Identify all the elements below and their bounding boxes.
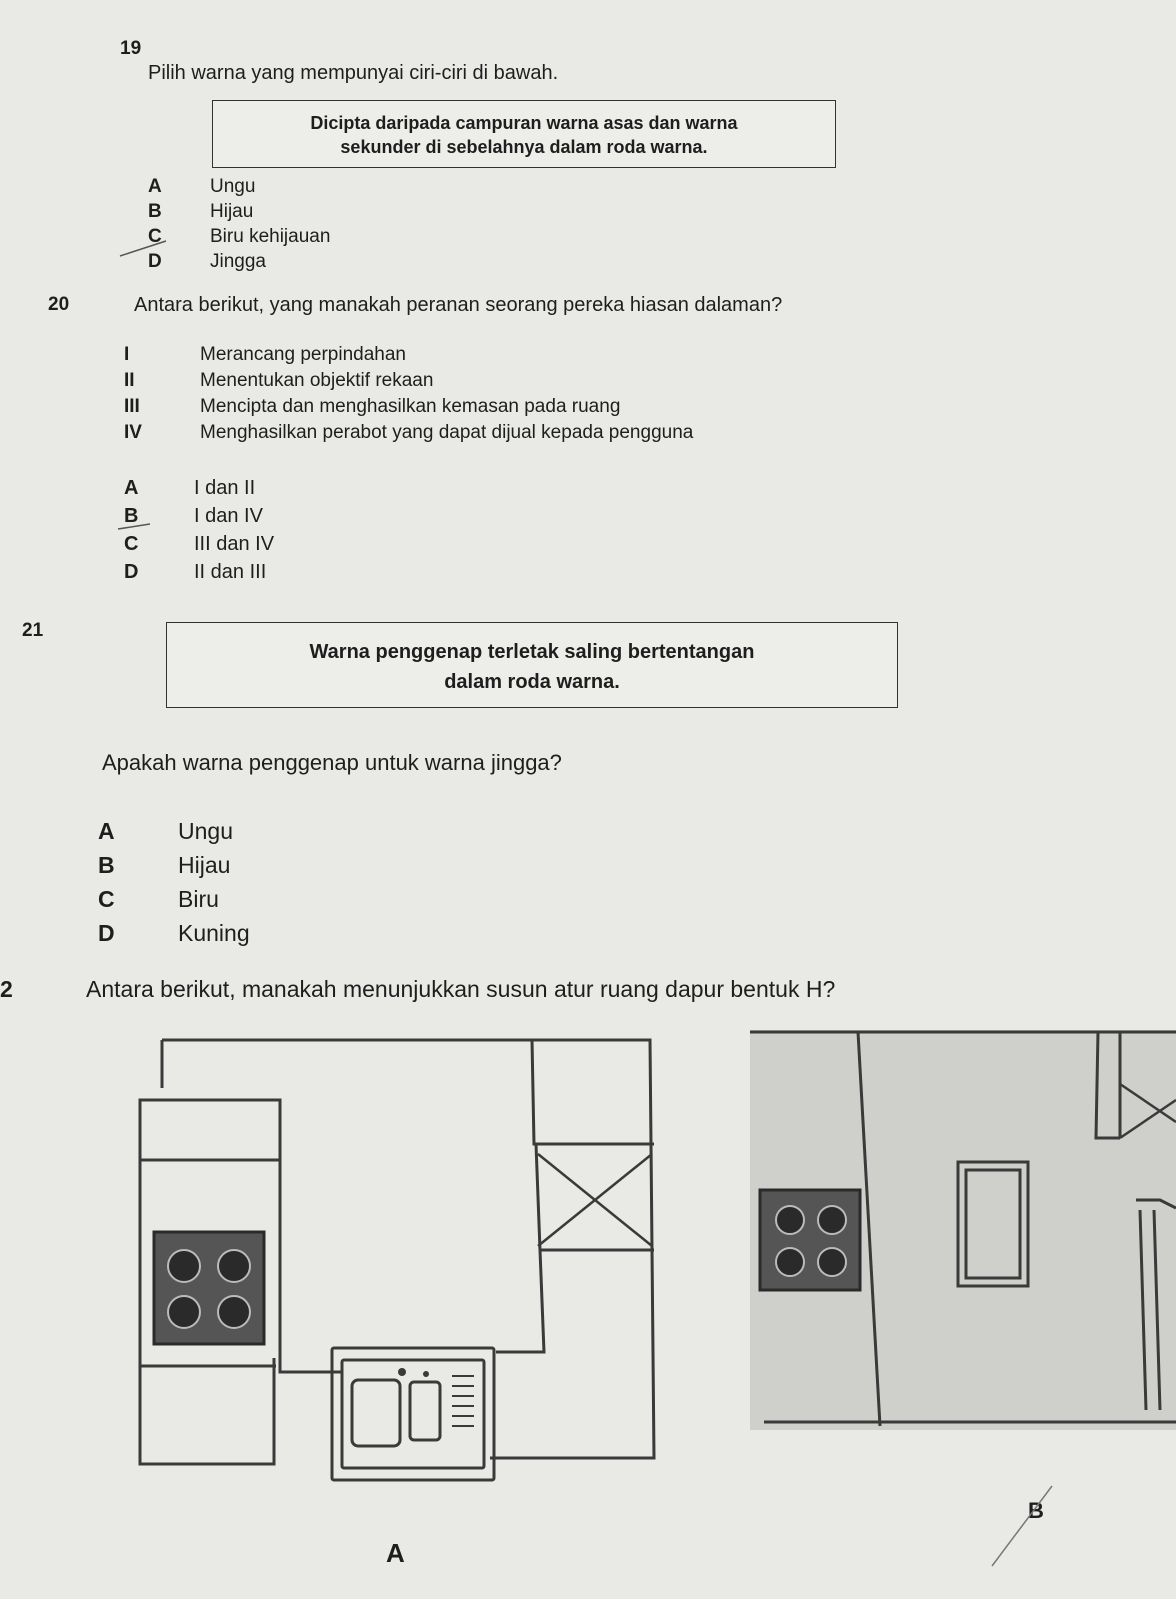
option-c[interactable]: C Biru kehijauan <box>148 226 331 247</box>
option-a[interactable]: A I dan II <box>124 477 256 499</box>
question-21-number: 21 <box>22 620 44 641</box>
option-c[interactable]: C III dan IV <box>124 533 275 555</box>
question-22-number: 2 <box>0 976 13 1002</box>
question-19-box-line2: sekunder di sebelahnya dalam roda warna. <box>340 137 708 157</box>
statement-ii: II Menentukan objektif rekaan <box>124 370 434 391</box>
question-19-info-box <box>212 100 836 168</box>
pencil-mark <box>116 520 156 532</box>
question-21-info-box <box>166 622 898 708</box>
option-b[interactable]: B Hijau <box>98 852 231 878</box>
kitchen-layout-b-diagram[interactable] <box>750 1030 1176 1450</box>
question-19-stem: Pilih warna yang mempunyai ciri-ciri di bawah. <box>148 62 559 84</box>
statement-i: I Merancang perpindahan <box>124 344 406 365</box>
figure-a-label: A <box>386 1538 405 1568</box>
option-d[interactable]: D Jingga <box>148 251 266 272</box>
option-b[interactable]: B Hijau <box>148 201 254 222</box>
question-21-stem: Apakah warna penggenap untuk warna jingga? <box>102 750 562 775</box>
question-21-box-line2: dalam roda warna. <box>444 671 620 693</box>
option-c[interactable]: C Biru <box>98 886 219 912</box>
kitchen-layout-a-diagram[interactable] <box>126 1032 686 1492</box>
question-21-box-line1: Warna penggenap terletak saling bertentangan <box>309 641 755 663</box>
question-20-stem: Antara berikut, yang manakah peranan seorang pereka hiasan dalaman? <box>134 294 783 316</box>
question-19-box-line1: Dicipta daripada campuran warna asas dan warna <box>310 113 738 133</box>
question-22-stem: Antara berikut, manakah menunjukkan susun atur ruang dapur bentuk H? <box>86 976 836 1002</box>
question-20-statements <box>124 342 693 446</box>
option-a[interactable]: A Ungu <box>148 176 256 197</box>
option-d[interactable]: D II dan III <box>124 561 267 583</box>
statement-iv: IV Menghasilkan perabot yang dapat dijual kepada pengguna <box>124 422 694 443</box>
question-21-options <box>98 814 250 950</box>
question-19-number: 19 <box>120 38 142 59</box>
figure-b-label: B <box>1028 1498 1044 1523</box>
option-b[interactable]: B I dan IV <box>124 505 263 527</box>
option-a[interactable]: A Ungu <box>98 818 233 844</box>
pencil-mark <box>988 1480 1078 1570</box>
pencil-mark <box>118 238 178 258</box>
option-d[interactable]: D Kuning <box>98 920 250 946</box>
statement-iii: III Mencipta dan menghasilkan kemasan pada ruang <box>124 396 621 417</box>
question-19-options <box>148 174 330 274</box>
question-20-number: 20 <box>48 294 70 315</box>
